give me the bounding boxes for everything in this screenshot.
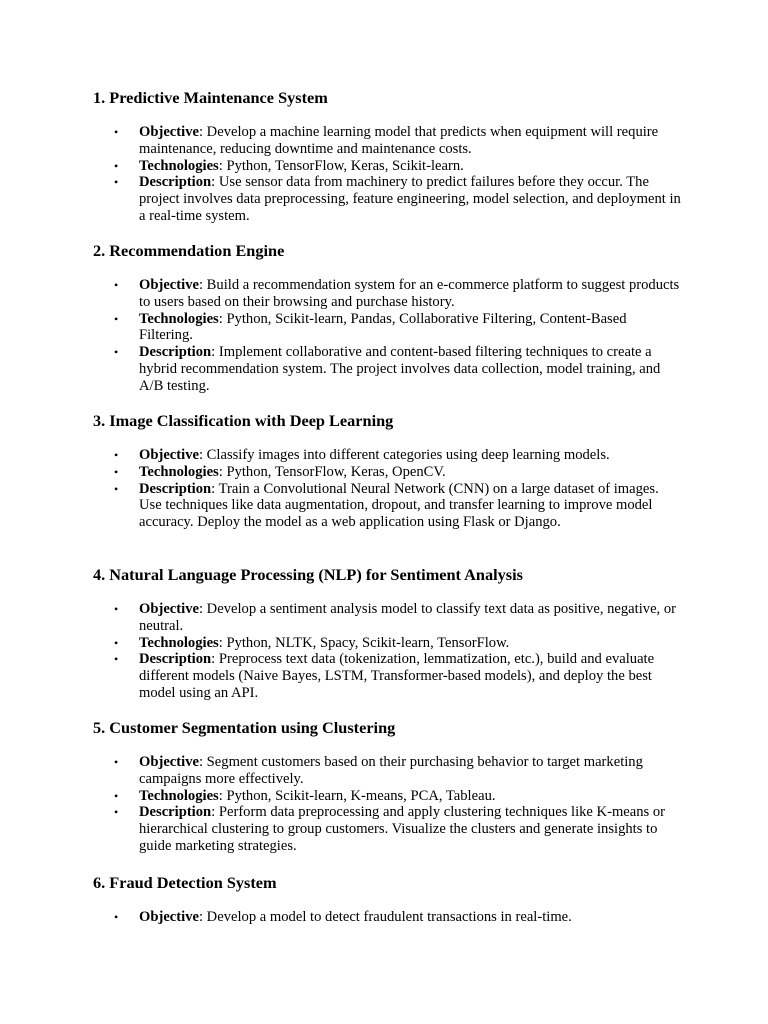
section-heading: 2. Recommendation Engine	[93, 241, 285, 260]
list-item	[93, 754, 683, 788]
list-item	[93, 788, 683, 805]
item-label: Objective	[139, 909, 199, 925]
bullet-icon: •	[114, 345, 119, 360]
item-label: Technologies	[139, 310, 219, 327]
section-heading: 5. Customer Segmentation using Clustering	[93, 718, 396, 737]
section-image-classification	[93, 411, 683, 531]
item-label: Objective	[139, 447, 199, 463]
list-item	[93, 344, 683, 394]
bullet-list	[93, 447, 683, 531]
item-text: : Train a Convolutional Neural Network (CNN) on a large dataset of images. Use techniques like data augmentation, dropout, and transfer learning to improve model accuracy. Deploy the model as a web application using Flask or Django.	[139, 480, 659, 531]
item-text: : Develop a machine learning model that predicts when equipment will require maintenance, reducing downtime and maintenance costs.	[139, 124, 659, 157]
section-predictive-maintenance	[93, 88, 683, 225]
list-item	[93, 651, 683, 701]
item-label: Objective	[139, 124, 199, 140]
item-label: Objective	[139, 601, 199, 617]
list-item	[93, 909, 683, 926]
bullet-icon: •	[114, 652, 119, 667]
item-label: Description	[139, 804, 212, 821]
list-item	[93, 481, 683, 531]
bullet-icon: •	[114, 635, 119, 650]
item-label: Description	[139, 480, 212, 497]
list-item	[93, 174, 683, 224]
item-text: : Classify images into different categories using deep learning models.	[198, 447, 610, 463]
item-label: Description	[139, 651, 212, 668]
section-heading: 1. Predictive Maintenance System	[93, 88, 328, 107]
item-label: Objective	[139, 754, 199, 770]
list-item	[93, 464, 683, 481]
item-label: Technologies	[139, 157, 219, 174]
bullet-icon: •	[114, 481, 119, 496]
item-text: : Python, Scikit-learn, Pandas, Collaborative Filtering, Content-Based Filtering.	[139, 310, 627, 344]
bullet-icon: •	[114, 175, 119, 190]
item-text: : Use sensor data from machinery to predict failures before they occur. The project involves data preprocessing, feature engineering, model selection, and deployment in a real-time system.	[139, 174, 681, 224]
bullet-icon: •	[114, 755, 119, 769]
item-label: Technologies	[139, 787, 219, 804]
bullet-icon: •	[114, 602, 119, 616]
section-heading: 3. Image Classification with Deep Learning	[93, 411, 394, 430]
item-label: Description	[139, 344, 212, 361]
list-item	[93, 447, 683, 464]
section-heading: 4. Natural Language Processing (NLP) for Sentiment Analysis	[93, 565, 523, 584]
item-text: : Python, TensorFlow, Keras, OpenCV.	[218, 463, 446, 480]
bullet-list	[93, 124, 683, 225]
section-customer-segmentation	[93, 718, 683, 855]
bullet-list	[93, 601, 683, 702]
item-text: : Implement collaborative and content-based filtering techniques to create a hybrid recommendation system. The project involves data collection, model training, and A/B testing.	[139, 344, 661, 394]
item-text: : Build a recommendation system for an e-commerce platform to suggest products to users based on their browsing and purchase history.	[139, 277, 680, 310]
list-item	[93, 277, 683, 311]
item-text: : Develop a sentiment analysis model to classify text data as positive, negative, or neutral.	[139, 601, 676, 634]
bullet-icon: •	[114, 448, 119, 462]
list-item	[93, 601, 683, 635]
list-item	[93, 158, 683, 175]
bullet-icon: •	[114, 125, 119, 139]
list-item	[93, 804, 683, 854]
list-item	[93, 124, 683, 158]
item-text: : Perform data preprocessing and apply clustering techniques like K-means or hierarchical clustering to group customers. Visualize the clusters and generate insights to guide marketing strategies.	[139, 804, 666, 854]
bullet-icon: •	[114, 464, 119, 479]
section-fraud-detection	[93, 873, 683, 926]
bullet-list	[93, 754, 683, 855]
list-item	[93, 635, 683, 652]
bullet-icon: •	[114, 158, 119, 173]
item-label: Technologies	[139, 463, 219, 480]
list-item	[93, 311, 683, 345]
item-text: : Python, NLTK, Spacy, Scikit-learn, TensorFlow.	[218, 634, 510, 651]
section-heading: 6. Fraud Detection System	[93, 873, 277, 892]
bullet-icon: •	[114, 788, 119, 803]
item-text: : Segment customers based on their purchasing behavior to target marketing campaigns more effectively.	[139, 754, 643, 787]
section-sentiment-analysis	[93, 565, 683, 702]
item-text: : Develop a model to detect fraudulent transactions in real-time.	[198, 909, 572, 925]
bullet-list	[93, 277, 683, 395]
bullet-icon: •	[114, 278, 119, 292]
bullet-icon: •	[114, 910, 119, 924]
item-text: : Python, TensorFlow, Keras, Scikit-learn.	[218, 157, 464, 174]
section-recommendation-engine	[93, 241, 683, 395]
item-label: Description	[139, 174, 212, 191]
item-label: Objective	[139, 277, 199, 293]
bullet-list	[93, 909, 683, 926]
bullet-icon: •	[114, 805, 119, 820]
item-label: Technologies	[139, 634, 219, 651]
bullet-icon: •	[114, 311, 119, 326]
item-text: : Python, Scikit-learn, K-means, PCA, Tableau.	[218, 787, 496, 804]
item-text: : Preprocess text data (tokenization, lemmatization, etc.), build and evaluate different models (Naive Bayes, LSTM, Transformer-based models), and deploy the best model using an API.	[139, 651, 655, 701]
